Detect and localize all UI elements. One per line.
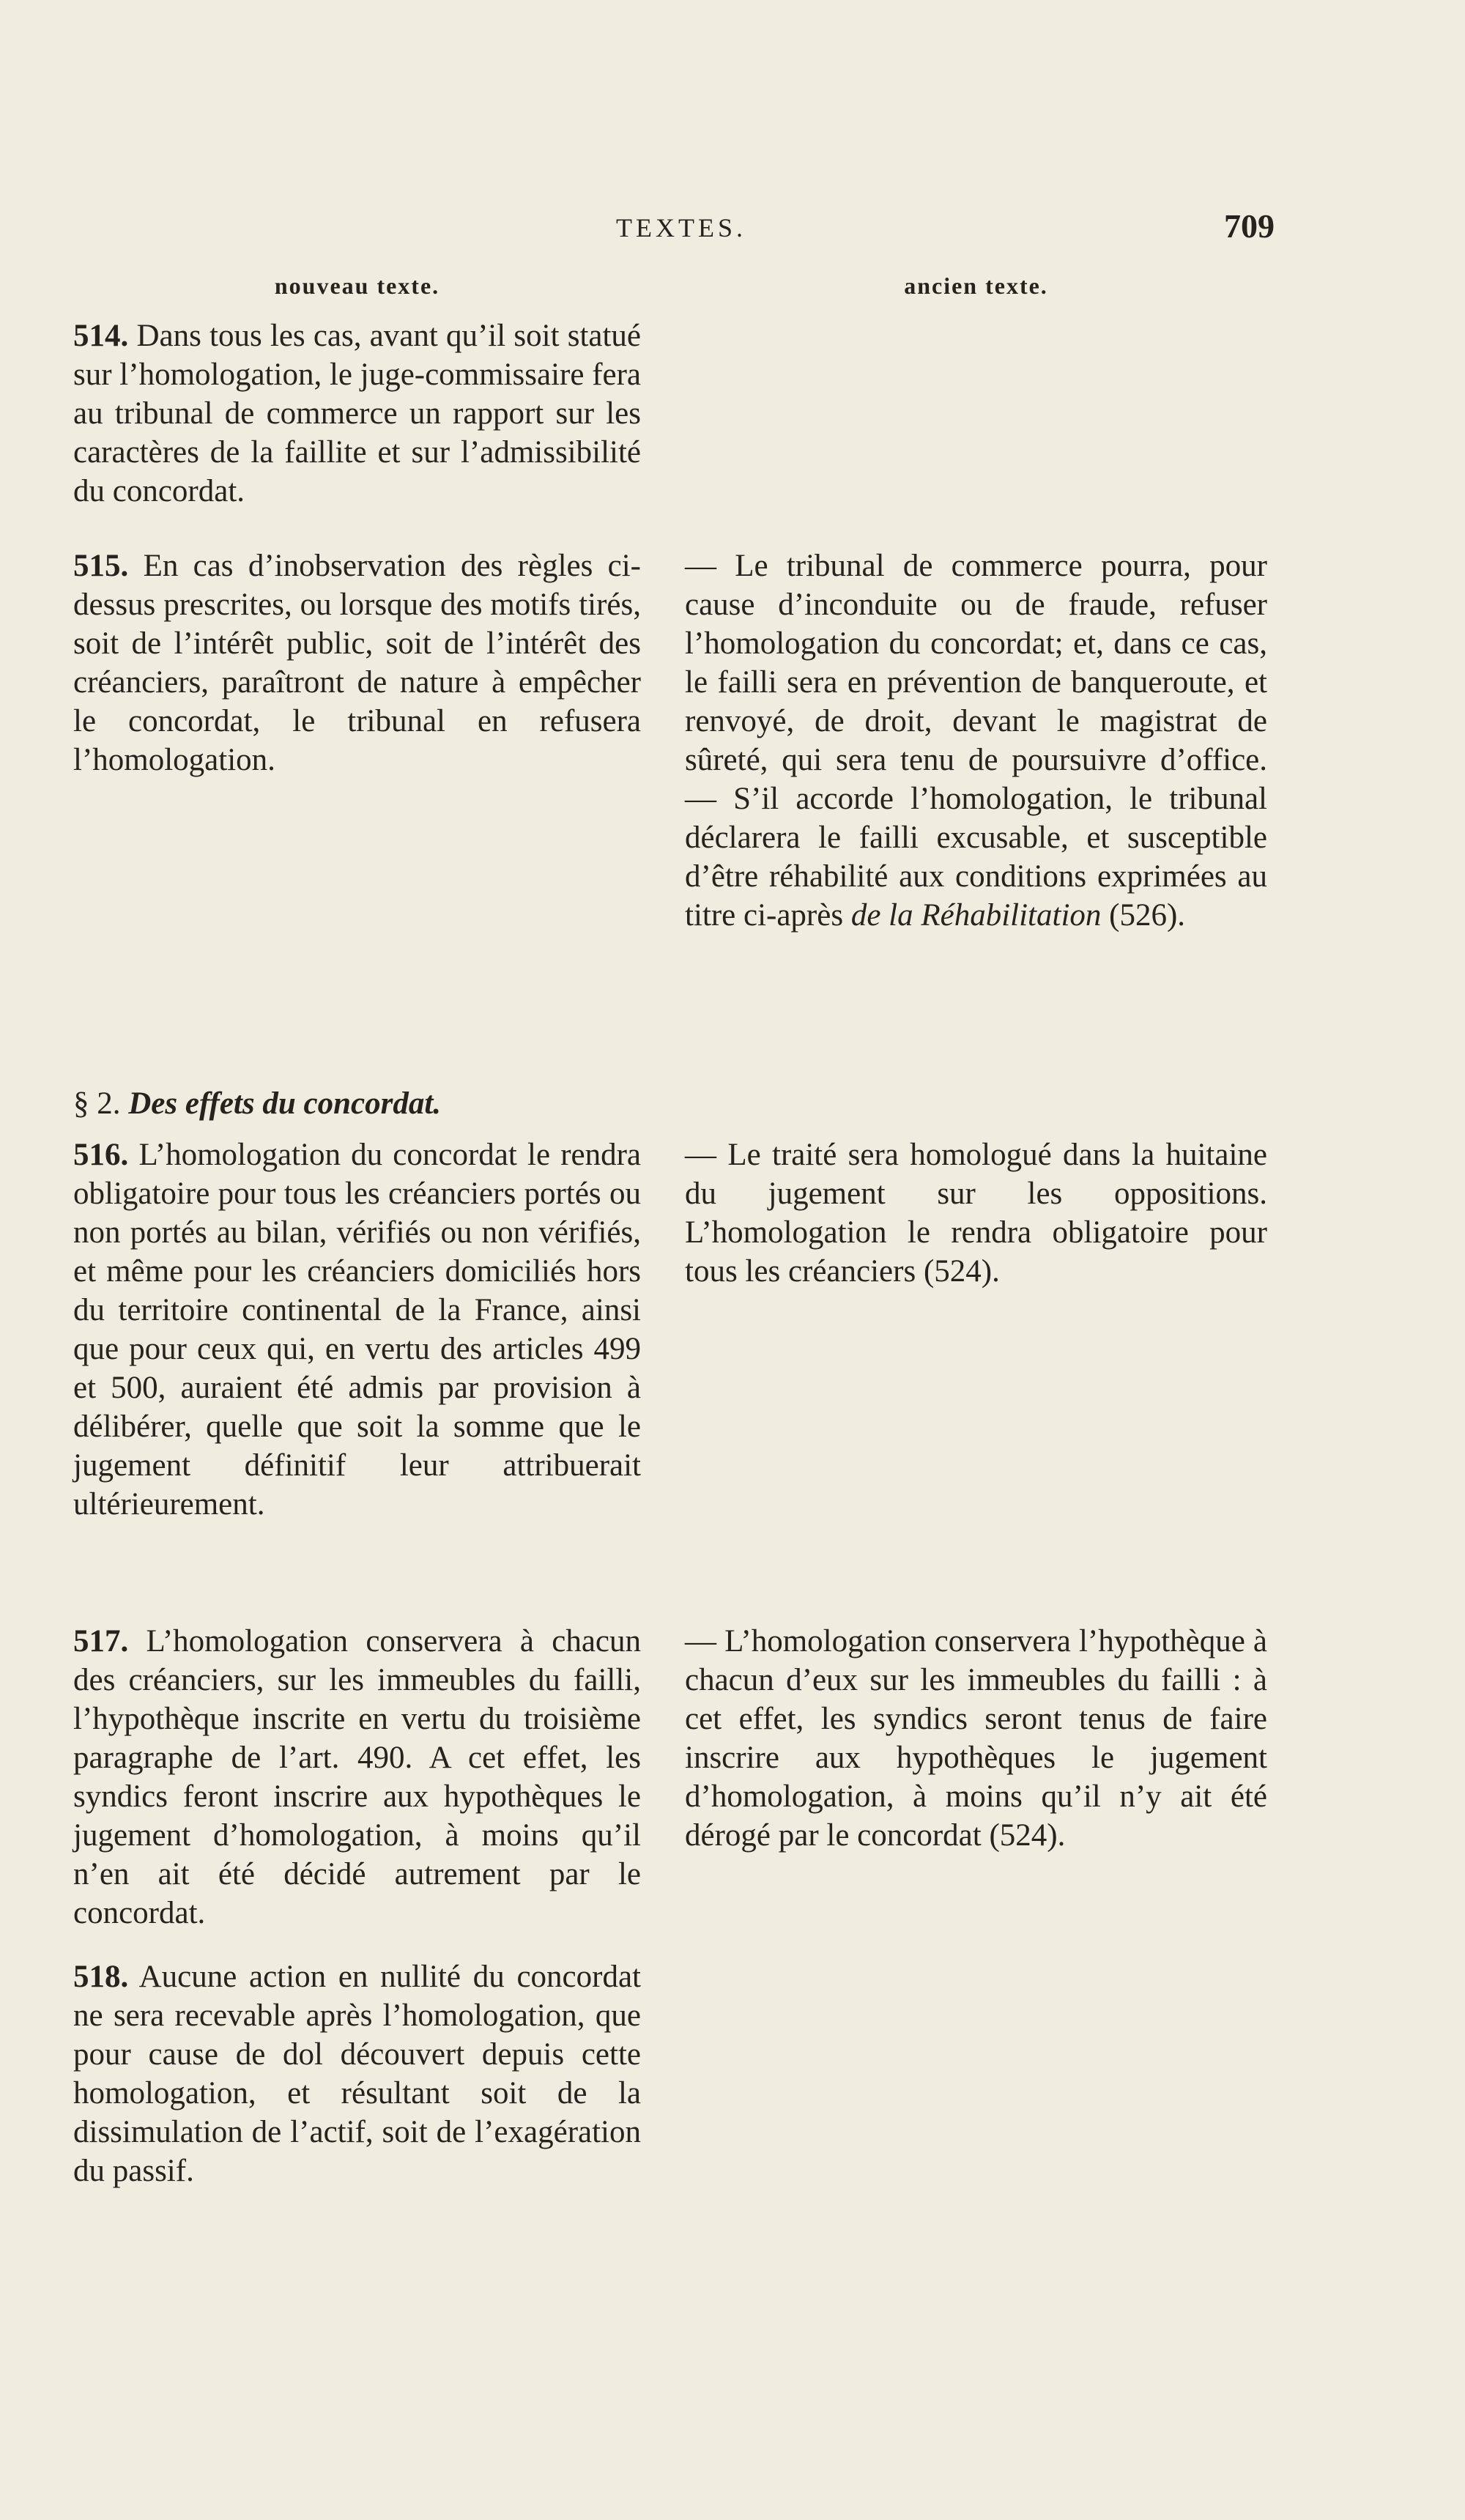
- article-518-text: Aucune action en nullité du concordat ne sera recevable après l’homologation, que pour cause de dol découvert depuis cette homologation, et résultant soit de la dissimulation de l’actif, soit de l’exagération du passif.: [73, 1960, 641, 2188]
- old-text-homologation-refusal: [685, 546, 1267, 935]
- new-text-column: [73, 273, 642, 2188]
- article-515-number: 515.: [73, 549, 129, 583]
- old-text-heading: ancien texte.: [904, 273, 1048, 299]
- article-517-paragraph: [73, 1622, 641, 1932]
- article-517-number: 517.: [73, 1624, 129, 1659]
- old-text-paragraph-1: [685, 546, 1267, 935]
- article-514-number: 514.: [73, 319, 129, 353]
- page-number: 709: [1224, 207, 1275, 245]
- article-515: [73, 546, 641, 779]
- article-517: [73, 1622, 641, 1932]
- article-514-text: Dans tous les cas, avant qu’il soit statué sur l’homologation, le juge-commissaire fera au tribunal de commerce un rapport sur les caractères de la faillite et sur l’admissibilité du concordat.: [73, 319, 642, 508]
- article-515-paragraph: [73, 546, 641, 779]
- article-518-number: 518.: [73, 1960, 129, 1994]
- section-prefix: § 2.: [73, 1086, 121, 1121]
- article-516: [73, 1135, 641, 1524]
- article-516-text: L’homologation du concordat le rendra obligatoire pour tous les créanciers portés ou non portés au bilan, vérifiés ou non vérifiés, et même pour les créanciers domiciliés hors du territoire continental de la France, ainsi que pour ceux qui, en vertu des articles 499 et 500, auraient été admis par provision à délibérer, quelle que soit la somme que le jugement définitif leur attribuerait ultérieurement.: [73, 1138, 642, 1522]
- old-text-column: [685, 273, 1267, 1853]
- article-518: [73, 1957, 641, 2190]
- article-518-paragraph: [73, 1957, 641, 2190]
- running-head: [0, 207, 1465, 249]
- article-517-text: L’homologation conservera à chacun des créanciers, sur les immeubles du failli, l’hypothèque inscrite en vertu du troisième paragraphe de l’art. 490. A cet effet, les syndics feront inscrire aux hypothèques le jugement d’homologation, à moins qu’il n’en ait été décidé autrement par le concordat.: [73, 1624, 641, 1930]
- section-heading: [73, 1084, 641, 1123]
- article-514: [73, 316, 641, 511]
- old-text-paragraph-1-body: — Le tribunal de commerce pourra, pour cause d’inconduite ou de fraude, refuser l’homologation du concordat; et, dans ce cas, le failli sera en prévention de banqueroute, et renvoyé, de droit, devant le magistrat de sûreté, qui sera tenu de poursuivre d’office. — S’il accorde l’homologation, le tribunal déclarera le failli excusable, et susceptible d’être réhabilité aux conditions exprimées au titre ci-après: [685, 549, 1267, 933]
- section-title: [73, 1084, 641, 1123]
- running-title: TEXTES.: [616, 213, 746, 242]
- old-text-paragraph-1-italic: de la Réhabilitation: [850, 898, 1102, 933]
- old-text-paragraph-1-tail: (526).: [1109, 898, 1186, 933]
- old-text-mortgage: [685, 1622, 1267, 1855]
- article-516-number: 516.: [73, 1138, 129, 1172]
- article-514-paragraph: [73, 316, 641, 511]
- new-text-heading: nouveau texte.: [274, 273, 440, 299]
- old-text-homologation-obligatory: [685, 1135, 1267, 1291]
- article-516-paragraph: [73, 1135, 641, 1524]
- section-title-text: Des effets du concordat.: [128, 1086, 442, 1121]
- old-text-paragraph-2: — Le traité sera homologué dans la huitaine du jugement sur les oppositions. L’homologation le rendra obligatoire pour tous les créanciers (524).: [685, 1138, 1267, 1289]
- article-515-text: En cas d’inobservation des règles ci-dessus prescrites, ou lorsque des motifs tirés, soit de l’intérêt public, soit de l’intérêt des créanciers, paraîtront de nature à empêcher le concordat, le tribunal en refusera l’homologation.: [73, 549, 641, 777]
- old-text-paragraph-3: — L’homologation conservera l’hypothèque à chacun d’eux sur les immeubles du failli : à cet effet, les syndics seront tenus de faire inscrire aux hypothèques le jugement d’homologation, à moins qu’il n’y ait été dérogé par le concordat (524).: [685, 1624, 1267, 1853]
